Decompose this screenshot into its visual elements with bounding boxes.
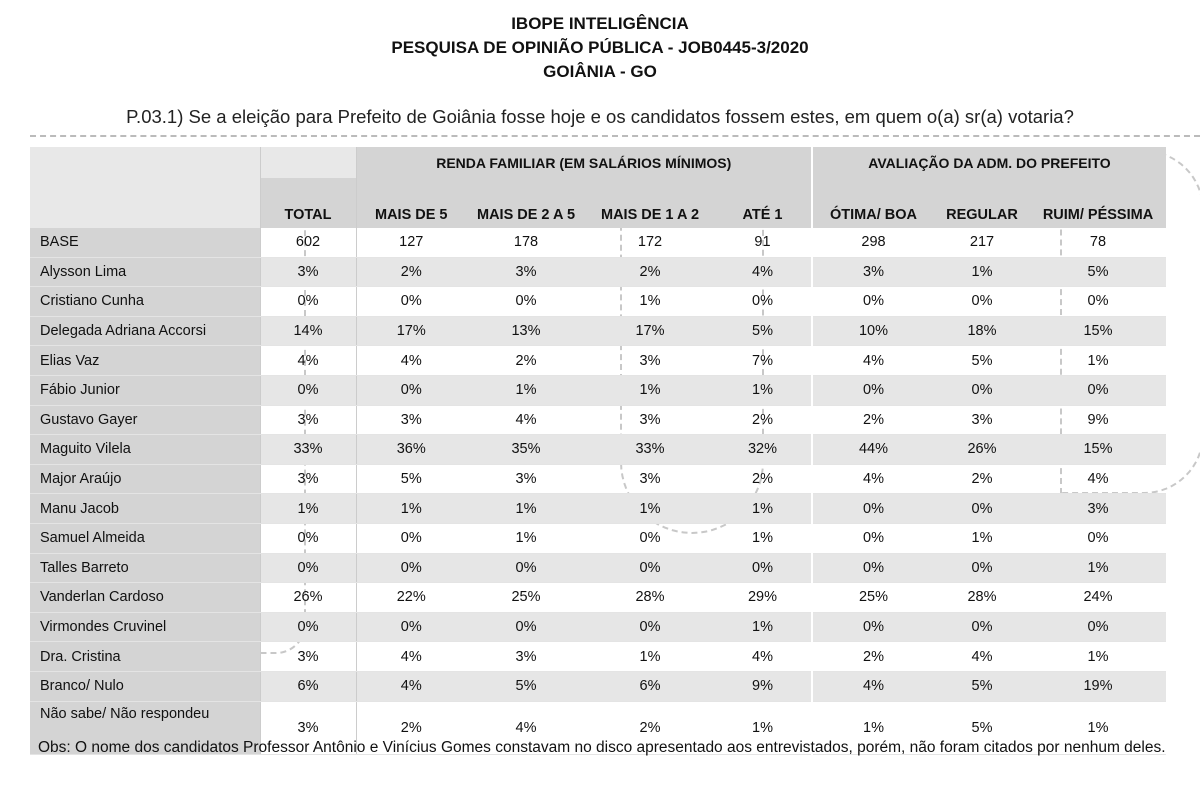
table-cell: 172 (586, 228, 714, 257)
table-cell: 0% (260, 375, 356, 405)
table-corner (30, 147, 260, 228)
table-cell: 3% (466, 642, 586, 672)
table-cell: 2% (466, 346, 586, 376)
table-cell: 1% (466, 523, 586, 553)
table-cell: 19% (1030, 671, 1166, 701)
table-cell: 0% (356, 375, 466, 405)
table-cell: 78 (1030, 228, 1166, 257)
group-header-renda: RENDA FAMILIAR (EM SALÁRIOS MÍNIMOS) (356, 147, 812, 178)
table-cell: 3% (260, 464, 356, 494)
table-cell: 3% (260, 257, 356, 287)
table-cell: 1% (586, 642, 714, 672)
row-label: Gustavo Gayer (30, 405, 260, 435)
table-row (30, 583, 1166, 613)
table-cell: 29% (714, 583, 812, 613)
table-cell: 0% (260, 523, 356, 553)
table-cell: 2% (714, 405, 812, 435)
table-cell: 0% (1030, 612, 1166, 642)
table-cell: 5% (934, 671, 1030, 701)
table-cell: 1% (586, 287, 714, 317)
table-cell: 0% (260, 287, 356, 317)
table-row (30, 523, 1166, 553)
table-cell: 3% (586, 464, 714, 494)
table-cell: 9% (1030, 405, 1166, 435)
table-cell: 4% (260, 346, 356, 376)
table-cell: 2% (812, 405, 934, 435)
table-cell: 36% (356, 435, 466, 465)
table-cell: 3% (586, 346, 714, 376)
table-cell: 24% (1030, 583, 1166, 613)
row-label: Manu Jacob (30, 494, 260, 524)
table-cell: 3% (934, 405, 1030, 435)
table-cell: 3% (356, 405, 466, 435)
table-cell: 3% (260, 701, 356, 754)
group-header-avaliacao: AVALIAÇÃO DA ADM. DO PREFEITO (812, 147, 1166, 178)
table-row (30, 553, 1166, 583)
table-cell: 602 (260, 228, 356, 257)
table-cell: 0% (812, 612, 934, 642)
table-cell: 5% (466, 671, 586, 701)
table-cell: 1% (934, 523, 1030, 553)
table-cell: 1% (714, 523, 812, 553)
table-cell: 4% (466, 701, 586, 754)
table-cell: 0% (356, 287, 466, 317)
table-cell: 3% (260, 405, 356, 435)
table-cell: 0% (812, 523, 934, 553)
table-cell: 0% (586, 553, 714, 583)
table-cell: 3% (812, 257, 934, 287)
table-cell: 4% (812, 671, 934, 701)
row-label: Maguito Vilela (30, 435, 260, 465)
table-cell: 4% (812, 346, 934, 376)
table-cell: 0% (586, 612, 714, 642)
table-cell: 0% (586, 523, 714, 553)
table-cell: 3% (586, 405, 714, 435)
table-cell: 17% (586, 316, 714, 346)
row-label: Delegada Adriana Accorsi (30, 316, 260, 346)
footnote: Obs: O nome dos candidatos Professor Antônio e Vinícius Gomes constavam no disco apresentado aos entrevistados, porém, não foram citados por nenhum deles. (38, 739, 1166, 756)
table-cell: 0% (1030, 375, 1166, 405)
table-cell: 2% (356, 257, 466, 287)
table-cell: 0% (934, 494, 1030, 524)
table-cell: 5% (1030, 257, 1166, 287)
table-cell: 1% (586, 494, 714, 524)
table-cell: 4% (934, 642, 1030, 672)
table-row (30, 228, 1166, 257)
table-cell: 6% (260, 671, 356, 701)
watermark-frame (30, 135, 1200, 137)
table-cell: 7% (714, 346, 812, 376)
table-cell: 6% (586, 671, 714, 701)
row-label: Talles Barreto (30, 553, 260, 583)
table-cell: 1% (714, 494, 812, 524)
table-cell: 2% (714, 464, 812, 494)
table-cell: 0% (934, 612, 1030, 642)
table-cell: 5% (934, 346, 1030, 376)
table-row (30, 375, 1166, 405)
table-cell: 13% (466, 316, 586, 346)
table-cell: 0% (812, 287, 934, 317)
table-cell: 4% (714, 642, 812, 672)
table-cell: 28% (586, 583, 714, 613)
table-cell: 4% (356, 642, 466, 672)
table-cell: 0% (934, 287, 1030, 317)
table-cell: 0% (812, 494, 934, 524)
table-cell: 22% (356, 583, 466, 613)
table-cell: 15% (1030, 316, 1166, 346)
table-cell: 5% (356, 464, 466, 494)
table-cell: 0% (356, 553, 466, 583)
table-cell: 3% (1030, 494, 1166, 524)
row-label: Major Araújo (30, 464, 260, 494)
table-cell: 35% (466, 435, 586, 465)
report-location: GOIÂNIA - GO (543, 62, 657, 81)
table-cell: 32% (714, 435, 812, 465)
table-cell: 0% (1030, 523, 1166, 553)
table-cell: 2% (586, 701, 714, 754)
table-cell: 5% (714, 316, 812, 346)
table-cell: 25% (812, 583, 934, 613)
table-cell: 178 (466, 228, 586, 257)
table-cell: 18% (934, 316, 1030, 346)
table-cell: 0% (356, 612, 466, 642)
table-cell: 1% (356, 494, 466, 524)
table-cell: 10% (812, 316, 934, 346)
table-cell: 1% (1030, 553, 1166, 583)
table-cell: 0% (714, 287, 812, 317)
table-cell: 1% (714, 612, 812, 642)
table-cell: 4% (714, 257, 812, 287)
table-cell: 1% (812, 701, 934, 754)
table-cell: 1% (260, 494, 356, 524)
table-cell: 25% (466, 583, 586, 613)
table-cell: 0% (812, 553, 934, 583)
table-cell: 28% (934, 583, 1030, 613)
column-header: ATÉ 1 (714, 178, 812, 228)
table-cell: 91 (714, 228, 812, 257)
row-label: Samuel Almeida (30, 523, 260, 553)
table-cell: 0% (1030, 287, 1166, 317)
table-cell: 1% (1030, 346, 1166, 376)
table-row (30, 435, 1166, 465)
table-cell: 0% (934, 375, 1030, 405)
column-header: ÓTIMA/ BOA (812, 178, 934, 228)
table-cell: 3% (466, 257, 586, 287)
table-row (30, 257, 1166, 287)
table-cell: 2% (586, 257, 714, 287)
table-cell: 0% (934, 553, 1030, 583)
table-cell: 1% (714, 375, 812, 405)
table-row (30, 287, 1166, 317)
table-cell: 33% (586, 435, 714, 465)
table-cell: 26% (934, 435, 1030, 465)
table-cell: 0% (260, 553, 356, 583)
column-header: RUIM/ PÉSSIMA (1030, 178, 1166, 228)
table-cell: 17% (356, 316, 466, 346)
row-label: Cristiano Cunha (30, 287, 260, 317)
table-cell: 1% (714, 701, 812, 754)
table-cell: 0% (260, 612, 356, 642)
table-cell: 3% (260, 642, 356, 672)
table-cell: 127 (356, 228, 466, 257)
table-cell: 44% (812, 435, 934, 465)
row-label: Alysson Lima (30, 257, 260, 287)
column-header: MAIS DE 1 A 2 (586, 178, 714, 228)
table-cell: 0% (812, 375, 934, 405)
table-cell: 0% (466, 553, 586, 583)
row-label: Virmondes Cruvinel (30, 612, 260, 642)
table-cell: 1% (934, 257, 1030, 287)
table-row (30, 494, 1166, 524)
report-title: IBOPE INTELIGÊNCIA (511, 14, 689, 33)
table-row (30, 464, 1166, 494)
table-cell: 2% (934, 464, 1030, 494)
table-cell: 0% (466, 612, 586, 642)
table-cell: 1% (1030, 701, 1166, 754)
table-cell: 3% (466, 464, 586, 494)
table-cell: 1% (466, 494, 586, 524)
results-table (30, 147, 1166, 755)
table-cell: 14% (260, 316, 356, 346)
table-row (30, 612, 1166, 642)
table-cell: 4% (356, 346, 466, 376)
row-label: Não sabe/ Não respondeu (30, 701, 260, 754)
table-cell: 9% (714, 671, 812, 701)
table-cell: 4% (812, 464, 934, 494)
table-row (30, 346, 1166, 376)
table-cell: 0% (714, 553, 812, 583)
total-header-top (260, 147, 356, 178)
table-cell: 5% (934, 701, 1030, 754)
table-cell: 26% (260, 583, 356, 613)
column-header: REGULAR (934, 178, 1030, 228)
column-header: TOTAL (260, 178, 356, 228)
row-label: Vanderlan Cardoso (30, 583, 260, 613)
table-cell: 4% (1030, 464, 1166, 494)
table-cell: 2% (356, 701, 466, 754)
table-row (30, 316, 1166, 346)
table-cell: 1% (466, 375, 586, 405)
row-label: Elias Vaz (30, 346, 260, 376)
question-text: P.03.1) Se a eleição para Prefeito de Goiânia fosse hoje e os candidatos fossem estes, em quem o(a) sr(a) votaria? (126, 106, 1074, 127)
table-cell: 2% (812, 642, 934, 672)
table-cell: 0% (466, 287, 586, 317)
row-label: Branco/ Nulo (30, 671, 260, 701)
row-label: Fábio Junior (30, 375, 260, 405)
table-cell: 4% (466, 405, 586, 435)
table-cell: 298 (812, 228, 934, 257)
report-subtitle: PESQUISA DE OPINIÃO PÚBLICA - JOB0445-3/2020 (391, 38, 809, 57)
table-cell: 33% (260, 435, 356, 465)
table-cell: 15% (1030, 435, 1166, 465)
table-cell: 1% (586, 375, 714, 405)
column-header: MAIS DE 2 A 5 (466, 178, 586, 228)
table-cell: 0% (356, 523, 466, 553)
row-label: BASE (30, 228, 260, 257)
row-label: Dra. Cristina (30, 642, 260, 672)
table-cell: 1% (1030, 642, 1166, 672)
table-row (30, 642, 1166, 672)
column-header: MAIS DE 5 (356, 178, 466, 228)
table-cell: 4% (356, 671, 466, 701)
table-row (30, 405, 1166, 435)
table-cell: 217 (934, 228, 1030, 257)
table-row (30, 671, 1166, 701)
